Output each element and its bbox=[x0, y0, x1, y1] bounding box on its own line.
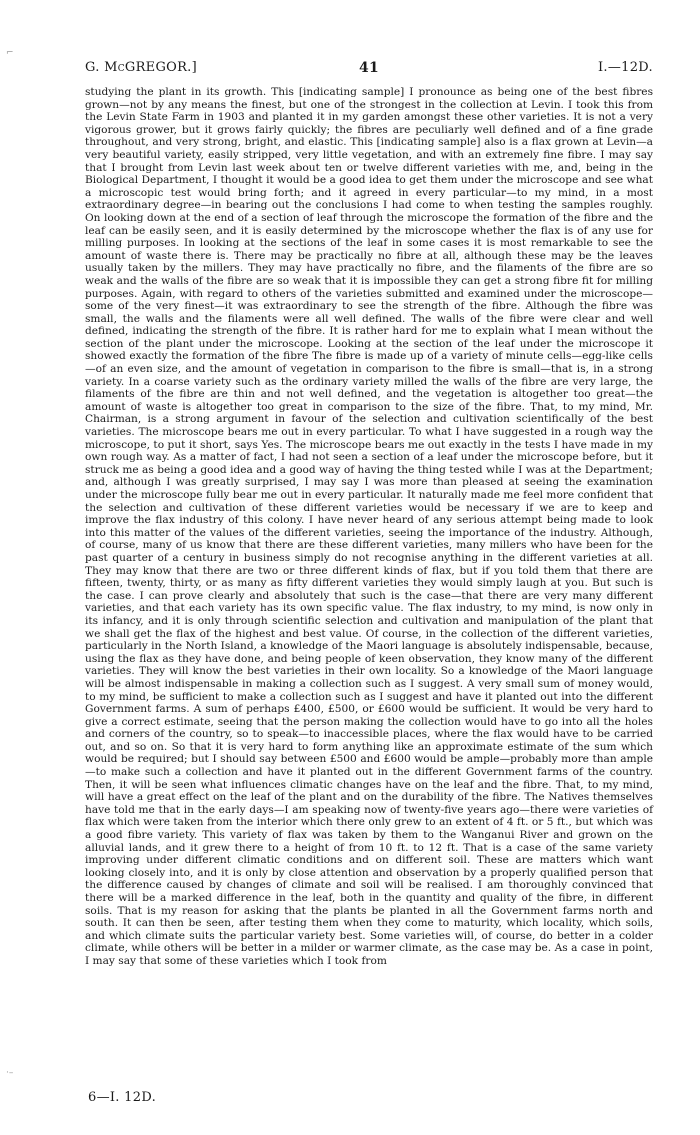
header-author: G. McGREGOR.] bbox=[85, 60, 197, 75]
page-header bbox=[85, 60, 653, 80]
body-text bbox=[85, 86, 653, 968]
page-number: 41 bbox=[358, 60, 380, 76]
document-reference: I.—12D. bbox=[597, 60, 653, 75]
margin-mark: ⌐ bbox=[6, 48, 14, 58]
margin-mark: ·– bbox=[6, 1068, 14, 1078]
body-paragraph: studying the plant in its growth. This [indicating sample] I pronounce as being one of the best fibres grown—not by any means the finest, but one of the strongest in the collection at Levin. I took this from the Levin State Farm in 1903 and planted it in my garden amongst these other varieties. It is not a very vigorous grower, but it grows fairly quickly; the fibres are peculiarly well defined and of a fine grade throughout, and very strong, bright, and elastic. This [indicating sample] also is a flax grown at Levin—a very beautiful variety, easily stripped, very little vegetation, and with an extremely fine fibre. I may say that I brought from Levin last week about ten or twelve different varieties with me, and, being in the Biological Department, I thought it would be a good idea to get them under the microscope and see what a microscopic test would bring forth; and it agreed in every particular—to my mind, in a most extraordinary degree—in bearing out the conclusions I had come to when testing the samples roughly. On looking down at the end of a section of leaf through the microscope the formation of the fibre and the leaf can be easily seen, and it is easily determined by the microscope whether the flax is of any use for milling purposes. In looking at the sections of the leaf in some cases it is most remarkable to see the amount of waste there is. There may be practically no fibre at all, although these may be the leaves usually taken by the millers. They may have practically no fibre, and the filaments of the fibre are so weak and the walls of the fibre are so weak that it is impossible they can get a strong fibre fit for milling purposes. Again, with regard to others of the varieties submitted and examined under the microscope—some of the very finest—it was extraordinary to see the strength of the fibre. Although the fibre was small, the walls and the filaments were all well defined. The walls of the fibre were clear and well defined, indicating the strength of the fibre. It is rather hard for me to explain what I mean without the section of the plant under the microscope. Looking at the section of the leaf under the microscope it showed exactly the formation of the fibre The fibre is made up of a variety of minute cells—egg-like cells—of an even size, and the amount of vegetation in comparison to the fibre is small—that is, in a strong variety. In a coarse variety such as the ordinary variety milled the walls of the fibre are very large, the filaments of the fibre are thin and not well defined, and the vegetation is altogether too great—the amount of waste is altogether too great in comparison to the size of the fibre. That, to my mind, Mr. Chairman, is a strong argument in favour of the selection and cultivation scientifically of the best varieties. The microscope bears me out in every particular. To what I have suggested in a rough way the microscope, to put it short, says Yes. The microscope bears me out exactly in the tests I have made in my own rough way. As a matter of fact, I had not seen a section of a leaf under the microscope before, but it struck me as being a good idea and a good way of having the thing tested while I was at the Department; and, although I was greatly surprised, I may say I was more than pleased at seeing the examination under the microscope fully bear me out in every particular. It naturally made me feel more confident that the selection and cultivation of these different varieties would be necessary if we are to keep and improve the flax industry of this colony. I have never heard of any serious attempt being made to look into this matter of the values of the different varieties, seeing the importance of the industry. Although, of course, many of us know that there are these different varieties, many millers who have been for the past quarter of a century in business simply do not recognise anything in the different varieties at all. They may know that there are two or three different kinds of flax, but if you told them that there are fifteen, twenty, thirty, or as many as fifty different varieties they would simply laugh at you. But such is the case. I can prove clearly and absolutely that such is the case—that there are very many different varieties, and that each variety has its own specific value. The flax industry, to my mind, is now only in its infancy, and it is only through scientific selection and cultivation and manipulation of the plant that we shall get the flax of the highest and best value. Of course, in the collection of the different varieties, particularly in the North Island, a knowledge of the Maori language is absolutely indispensable, because, using the flax as they have done, and being people of keen observation, they know many of the different varieties. They will know the best varieties in their own locality. So a knowledge of the Maori language will be almost indispensable in making a collection such as I suggest. A very small sum of money would, to my mind, be sufficient to make a collection such as I suggest and have it planted out into the different Government farms. A sum of perhaps £400, £500, or £600 would be sufficient. It would be very hard to give a correct estimate, seeing that the person making the collection would have to go into all the holes and corners of the country, so to speak—to inaccessible places, where the flax would have to be carried out, and so on. So that it is very hard to form anything like an approximate estimate of the sum which would be required; but I should say between £500 and £600 would be ample—probably more than ample—to make such a collection and have it planted out in the different Government farms of the country. Then, it will be seen what influences climatic changes have on the leaf and the fibre. That, to my mind, will have a great effect on the leaf of the plant and on the durability of the fibre. The Natives themselves have told me that in the early days—I am speaking now of twenty-five years ago—there were varieties of flax which were taken from the interior which there only grew to an extent of 4 ft. or 5 ft., but which was a good fibre variety. This variety of flax was taken by them to the Wanganui River and grown on the alluvial lands, and it grew there to a height of from 10 ft. to 12 ft. That is a case of the same variety improving under different climatic conditions and on different soil. These are matters which want looking closely into, and it is only by close attention and observation by a properly qualified person that the difference caused by changes of climate and soil will be realised. I am thoroughly convinced that there will be a marked difference in the leaf, both in the quantity and quality of the fibre, in different soils. That is my reason for asking that the plants be planted in all the Government farms north and south. It can then be seen, after testing them when they come to maturity, which locality, which soils, and which climate suits the particular variety best. Some varieties will, of course, do better in a colder climate, while others will be better in a milder or warmer climate, as the case may be. As a case in point, I may say that some of these varieties which I took from bbox=[85, 86, 653, 967]
page-footer: 6—I. 12D. bbox=[88, 1090, 157, 1105]
